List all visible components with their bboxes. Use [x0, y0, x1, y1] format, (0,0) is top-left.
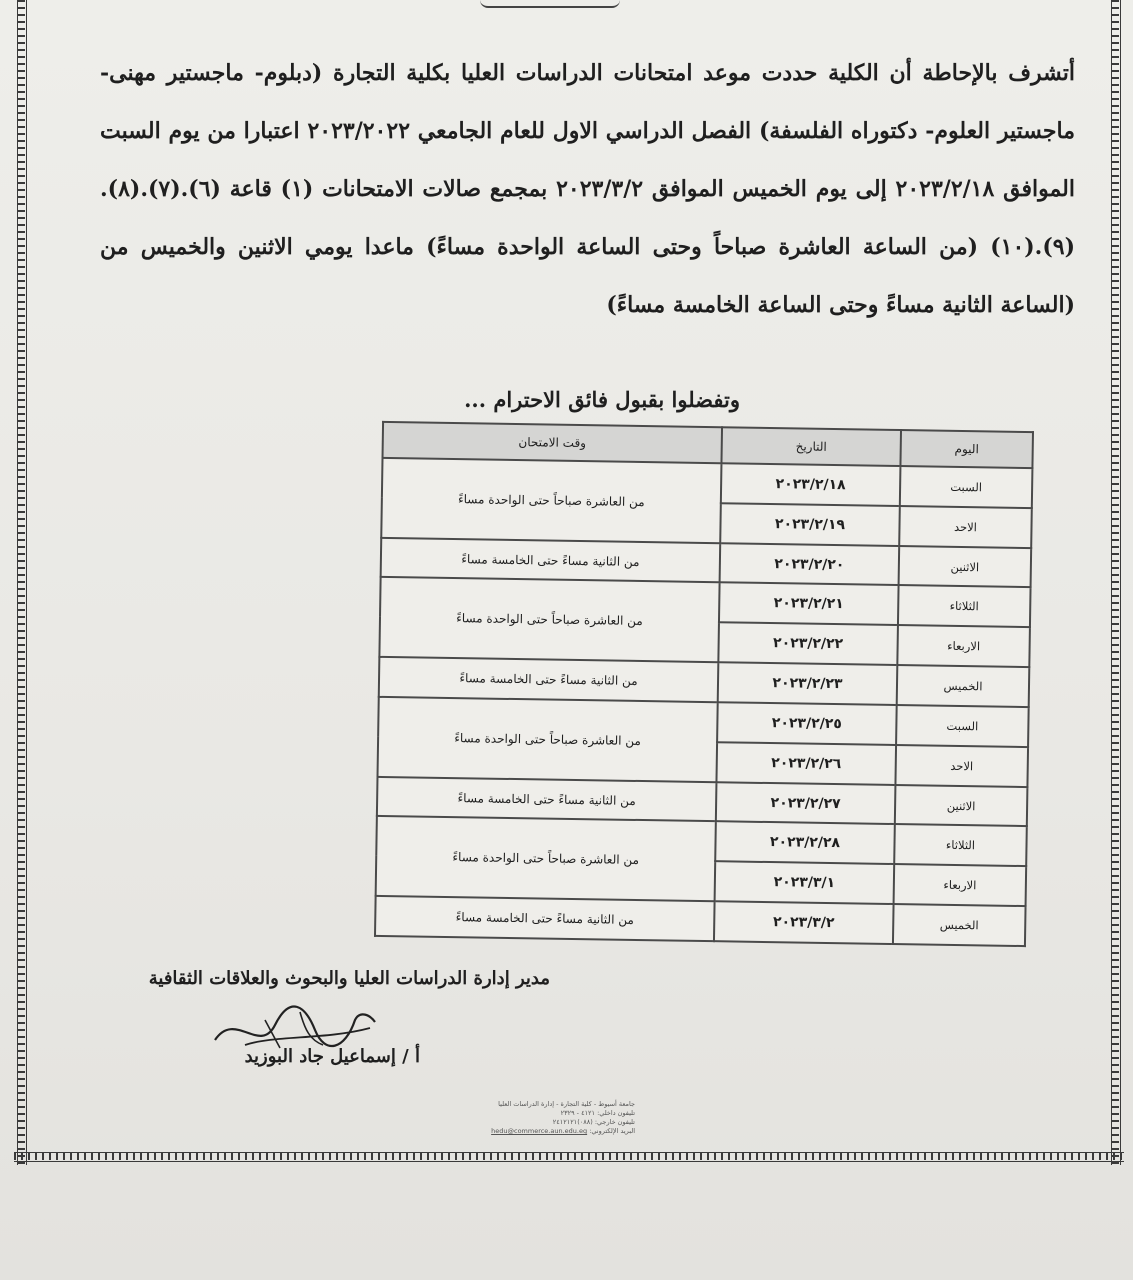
decorative-border-left [14, 0, 30, 1165]
cell-date: ٢٠٢٣/٢/٢٧ [716, 782, 896, 825]
letterhead-footer [455, 1100, 635, 1136]
cell-date: ٢٠٢٣/٢/١٩ [720, 503, 900, 546]
letter-closing: وتفضلوا بقبول فائق الاحترام ... [464, 387, 740, 412]
footer-line-1: جامعة أسيوط - كلية التجارة - إدارة الدراسات العليا [498, 1100, 635, 1108]
cell-day: الاثنين [895, 785, 1028, 827]
cell-date: ٢٠٢٣/٢/٢٥ [717, 702, 897, 745]
cell-exam-time: من العاشرة صباحاً حتى الواحدة مساءً [376, 816, 716, 901]
signatory-name: أ / إسماعيل جاد البوزيد [244, 1046, 420, 1067]
cell-day: الخميس [893, 904, 1026, 946]
cell-date: ٢٠٢٣/٢/٢٣ [718, 662, 898, 705]
cell-date: ٢٠٢٣/٢/٢٨ [715, 822, 895, 865]
cell-day: الاربعاء [894, 864, 1027, 906]
cell-day: السبت [900, 466, 1033, 508]
footer-line-4 [455, 1127, 635, 1136]
cell-date: ٢٠٢٣/٢/٢٦ [716, 742, 896, 785]
decorative-border-right [1108, 0, 1124, 1165]
top-header-remnant [480, 0, 620, 8]
header-day: اليوم [900, 430, 1033, 468]
cell-exam-time: من العاشرة صباحاً حتى الواحدة مساءً [378, 697, 718, 782]
header-time: وقت الامتحان [383, 422, 723, 463]
cell-exam-time: من الثانية مساءً حتى الخامسة مساءً [381, 538, 721, 583]
exam-schedule-table [374, 421, 1034, 947]
cell-date: ٢٠٢٣/٢/٢٠ [720, 543, 900, 586]
cell-day: الاحد [895, 745, 1028, 787]
cell-exam-time: من العاشرة صباحاً حتى الواحدة مساءً [379, 577, 719, 662]
cell-day: الثلاثاء [894, 824, 1027, 866]
cell-date: ٢٠٢٣/٣/٢ [714, 901, 894, 944]
footer-line-2: تليفون داخلي: ٤١٢١ - ٢٣٢٩ [560, 1109, 635, 1117]
footer-line-3: تليفون خارجي: (٠٨٨)٢٤١٢١٢١ [552, 1118, 635, 1126]
footer-email-label: البريد الإلكتروني: [589, 1127, 635, 1135]
cell-exam-time: من الثانية مساءً حتى الخامسة مساءً [375, 896, 715, 941]
cell-exam-time: من الثانية مساءً حتى الخامسة مساءً [379, 657, 719, 702]
cell-date: ٢٠٢٣/٢/٢٢ [718, 623, 898, 666]
cell-date: ٢٠٢٣/٢/١٨ [721, 463, 901, 506]
decorative-border-bottom [14, 1150, 1124, 1164]
cell-day: الثلاثاء [898, 586, 1031, 628]
letter-body: أتشرف بالإحاطة أن الكلية حددت موعد امتحانات الدراسات العليا بكلية التجارة (دبلوم- ماجستير مهنى- ماجستير العلوم- دكتوراه الفلسفة) الفصل الدراسي الاول للعام الجامعي ٢٠٢٣/٢٠٢٢ اعتبارا من يوم السبت الموافق ٢٠٢٣/٢/١٨ إلى يوم الخميس الموافق ٢٠٢٣/٣/٢ بمجمع صالات الامتحانات (١) قاعة (٦).(٧).(٨).(٩).(١٠) (من الساعة العاشرة صباحاً وحتى الساعة الواحدة مساءً) ماعدا يومي الاثنين والخميس من (الساعة الثانية مساءً وحتى الساعة الخامسة مساءً) [100, 60, 1075, 318]
cell-day: السبت [896, 705, 1029, 747]
header-date: التاريخ [721, 427, 901, 466]
cell-exam-time: من الثانية مساءً حتى الخامسة مساءً [377, 777, 717, 822]
signature-title: مدير إدارة الدراسات العليا والبحوث والعلاقات الثقافية [148, 968, 550, 989]
cell-date: ٢٠٢٣/٢/٢١ [719, 583, 899, 626]
table-body [375, 458, 1032, 946]
cell-day: الاثنين [899, 546, 1032, 588]
footer-email-link[interactable]: hedu@commerce.aun.edu.eg [491, 1127, 588, 1135]
cell-day: الاربعاء [897, 625, 1030, 667]
cell-date: ٢٠٢٣/٣/١ [715, 861, 895, 904]
cell-day: الاحد [899, 506, 1032, 548]
cell-day: الخميس [897, 665, 1030, 707]
cell-exam-time: من العاشرة صباحاً حتى الواحدة مساءً [381, 458, 721, 543]
